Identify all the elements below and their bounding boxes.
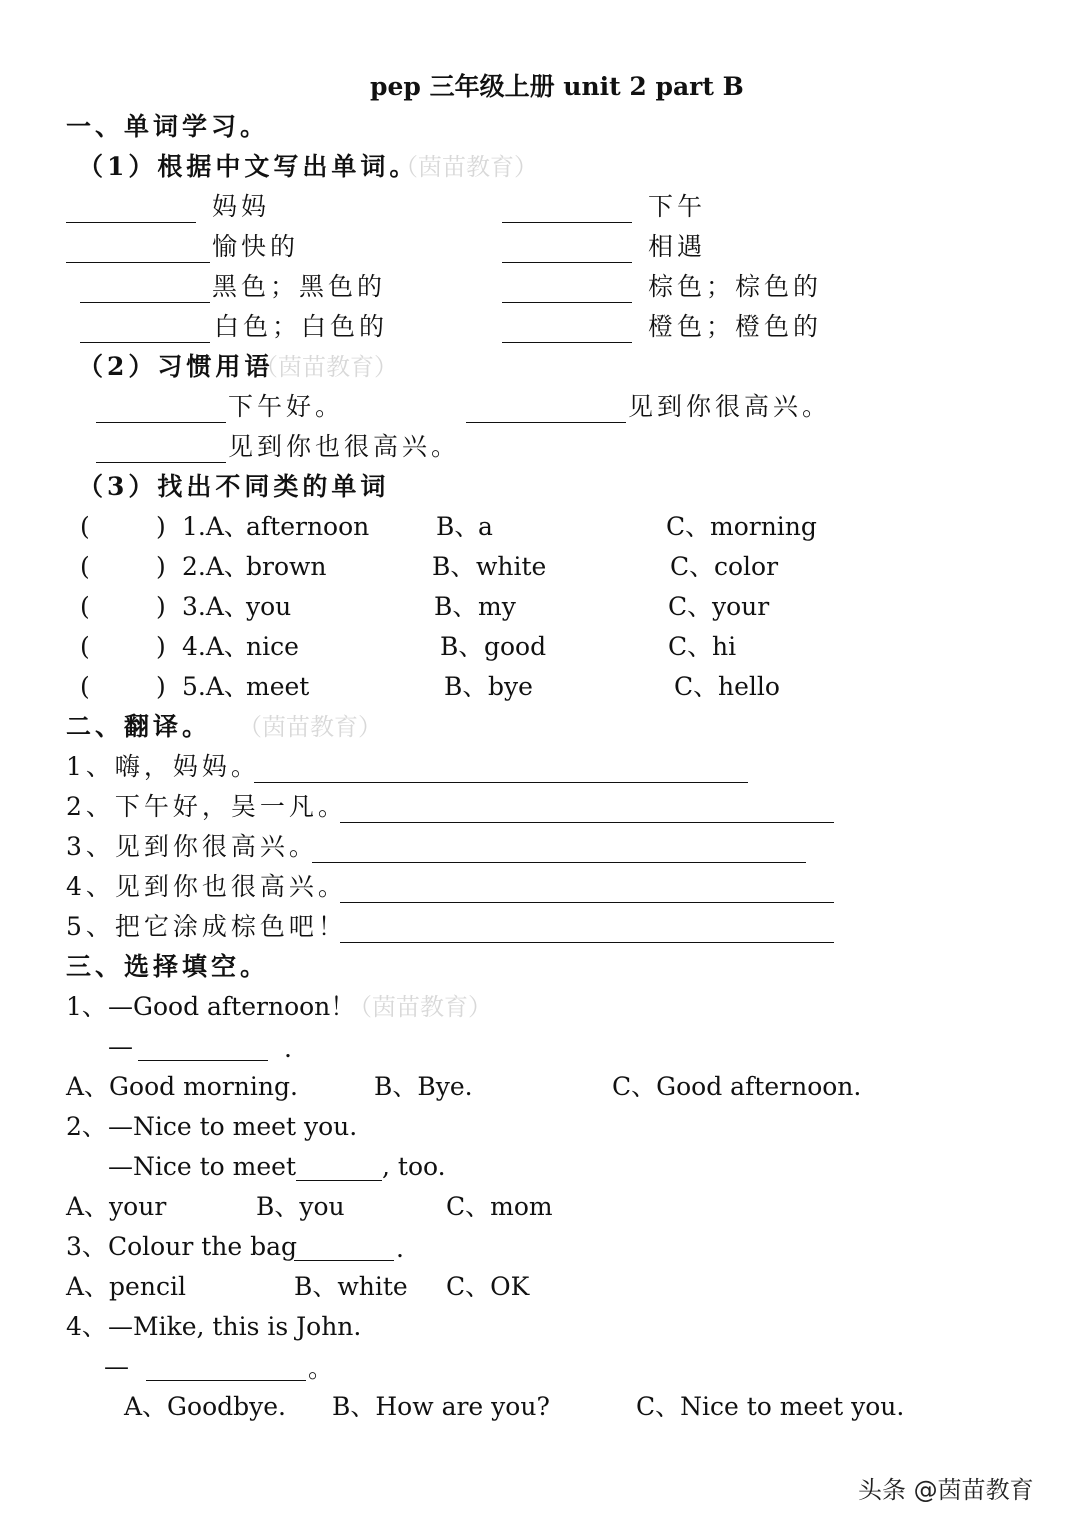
answer-blank[interactable] (80, 302, 210, 303)
watermark: （茵苗教育） (348, 993, 492, 1021)
watermark: （茵苗教育） (254, 353, 398, 381)
section2-heading: 二、翻译。 (66, 712, 212, 741)
question-prompt: —Nice to meet you. (108, 1112, 358, 1141)
option-a: nice (246, 632, 299, 661)
translate-item: 5、把它涂成棕色吧！ (66, 912, 347, 941)
answer-paren-open[interactable]: ( (80, 632, 90, 661)
item-number: 2.A、 (182, 552, 249, 581)
phrase-nice-to-meet: 见到你很高兴。 (628, 392, 832, 421)
reply-dash: — (108, 1032, 133, 1061)
answer-paren-close: ) (156, 512, 166, 541)
answer-blank[interactable] (138, 1060, 268, 1061)
reply-dash: — (104, 1352, 129, 1381)
option-c: morning (710, 512, 817, 541)
option-c-label: C、 (670, 552, 715, 581)
option-c: hello (718, 672, 780, 701)
answer-paren-close: ) (156, 672, 166, 701)
answer-blank[interactable] (502, 342, 632, 343)
choice-a: A、pencil (66, 1272, 186, 1301)
option-a: meet (246, 672, 310, 701)
answer-line[interactable] (340, 942, 834, 943)
reply-period: . (284, 1034, 292, 1063)
option-b-label: B、 (432, 552, 476, 581)
option-a: brown (246, 552, 327, 581)
answer-paren-close: ) (156, 592, 166, 621)
answer-paren-close: ) (156, 632, 166, 661)
page-title: pep 三年级上册 unit 2 part B (370, 72, 744, 101)
choice-c: C、mom (446, 1192, 553, 1221)
word-meet: 相遇 (648, 232, 707, 261)
question-number: 4、 (66, 1312, 107, 1341)
reply-period: 。 (308, 1354, 334, 1383)
part2-heading: （2）习惯用语 (78, 352, 274, 381)
part3-heading: （3）找出不同类的单词 (78, 472, 390, 501)
reply-text-end: , too. (382, 1152, 446, 1181)
word-afternoon: 下午 (648, 192, 707, 221)
answer-paren-open[interactable]: ( (80, 672, 90, 701)
answer-blank[interactable] (96, 462, 226, 463)
answer-blank[interactable] (80, 342, 210, 343)
option-b: good (484, 632, 547, 661)
question-prompt: —Mike, this is John. (108, 1312, 362, 1341)
word-orange: 橙色；橙色的 (648, 312, 823, 341)
section1-heading: 一、单词学习。 (66, 112, 270, 141)
option-b-label: B、 (444, 672, 488, 701)
answer-blank[interactable] (146, 1380, 306, 1381)
phrase-good-afternoon: 下午好。 (228, 392, 345, 421)
option-c-label: C、 (668, 592, 713, 621)
choice-c: C、Good afternoon. (612, 1072, 862, 1101)
option-b: my (478, 592, 516, 621)
answer-paren-close: ) (156, 552, 166, 581)
item-number: 1.A、 (182, 512, 249, 541)
choice-a: A、your (66, 1192, 167, 1221)
answer-line[interactable] (254, 782, 748, 783)
choice-b: B、How are you? (332, 1392, 550, 1421)
reply-period: . (396, 1234, 404, 1263)
reply-text: —Nice to meet (108, 1152, 297, 1181)
choice-c: C、OK (446, 1272, 530, 1301)
choice-b: B、white (294, 1272, 408, 1301)
item-number: 4.A、 (182, 632, 249, 661)
question-number: 3、 (66, 1232, 107, 1261)
choice-c: C、Nice to meet you. (636, 1392, 905, 1421)
word-mama: 妈妈 (212, 192, 271, 221)
answer-blank[interactable] (294, 1260, 394, 1261)
answer-paren-open[interactable]: ( (80, 552, 90, 581)
item-number: 3.A、 (182, 592, 249, 621)
question-prompt: Colour the bag (108, 1232, 298, 1261)
option-b: bye (488, 672, 533, 701)
option-c-label: C、 (674, 672, 719, 701)
answer-blank[interactable] (66, 262, 210, 263)
choice-a: A、Goodbye. (124, 1392, 286, 1421)
answer-blank[interactable] (502, 302, 632, 303)
choice-b: B、Bye. (374, 1072, 473, 1101)
question-number: 2、 (66, 1112, 107, 1141)
section3-heading: 三、选择填空。 (66, 952, 270, 981)
option-c-label: C、 (666, 512, 711, 541)
translate-item: 4、见到你也很高兴。 (66, 872, 347, 901)
watermark: （茵苗教育） (238, 713, 382, 741)
option-b: a (478, 512, 493, 541)
answer-blank[interactable] (466, 422, 626, 423)
option-b: white (476, 552, 547, 581)
answer-blank[interactable] (502, 262, 632, 263)
option-c: hi (712, 632, 737, 661)
answer-line[interactable] (340, 822, 834, 823)
option-b-label: B、 (440, 632, 484, 661)
answer-blank[interactable] (502, 222, 632, 223)
option-a: afternoon (246, 512, 370, 541)
watermark: （茵苗教育） (394, 153, 538, 181)
translate-item: 3、见到你很高兴。 (66, 832, 318, 861)
part1-heading: （1）根据中文写出单词。 (78, 152, 419, 181)
option-c: your (712, 592, 770, 621)
option-c-label: C、 (668, 632, 713, 661)
option-a: you (246, 592, 292, 621)
word-happy: 愉快的 (212, 232, 300, 261)
translate-item: 2、下午好，吴一凡。 (66, 792, 347, 821)
answer-paren-open[interactable]: ( (80, 592, 90, 621)
word-brown: 棕色；棕色的 (648, 272, 823, 301)
phrase-nice-to-meet-too: 见到你也很高兴。 (228, 432, 461, 461)
option-b-label: B、 (436, 512, 480, 541)
choice-a: A、Good morning. (66, 1072, 298, 1101)
option-c: color (714, 552, 779, 581)
question-number: 1、 (66, 992, 107, 1021)
answer-line[interactable] (340, 902, 834, 903)
word-black: 黑色；黑色的 (212, 272, 387, 301)
answer-line[interactable] (312, 862, 806, 863)
answer-paren-open[interactable]: ( (80, 512, 90, 541)
translate-item: 1、嗨，妈妈。 (66, 752, 260, 781)
option-b-label: B、 (434, 592, 478, 621)
answer-blank[interactable] (296, 1180, 382, 1181)
answer-blank[interactable] (96, 422, 226, 423)
item-number: 5.A、 (182, 672, 249, 701)
choice-b: B、you (256, 1192, 345, 1221)
source-credit: 头条 @茵苗教育 (858, 1476, 1034, 1504)
word-white: 白色；白色的 (214, 312, 389, 341)
question-prompt: —Good afternoon！ (108, 992, 356, 1021)
answer-blank[interactable] (66, 222, 196, 223)
